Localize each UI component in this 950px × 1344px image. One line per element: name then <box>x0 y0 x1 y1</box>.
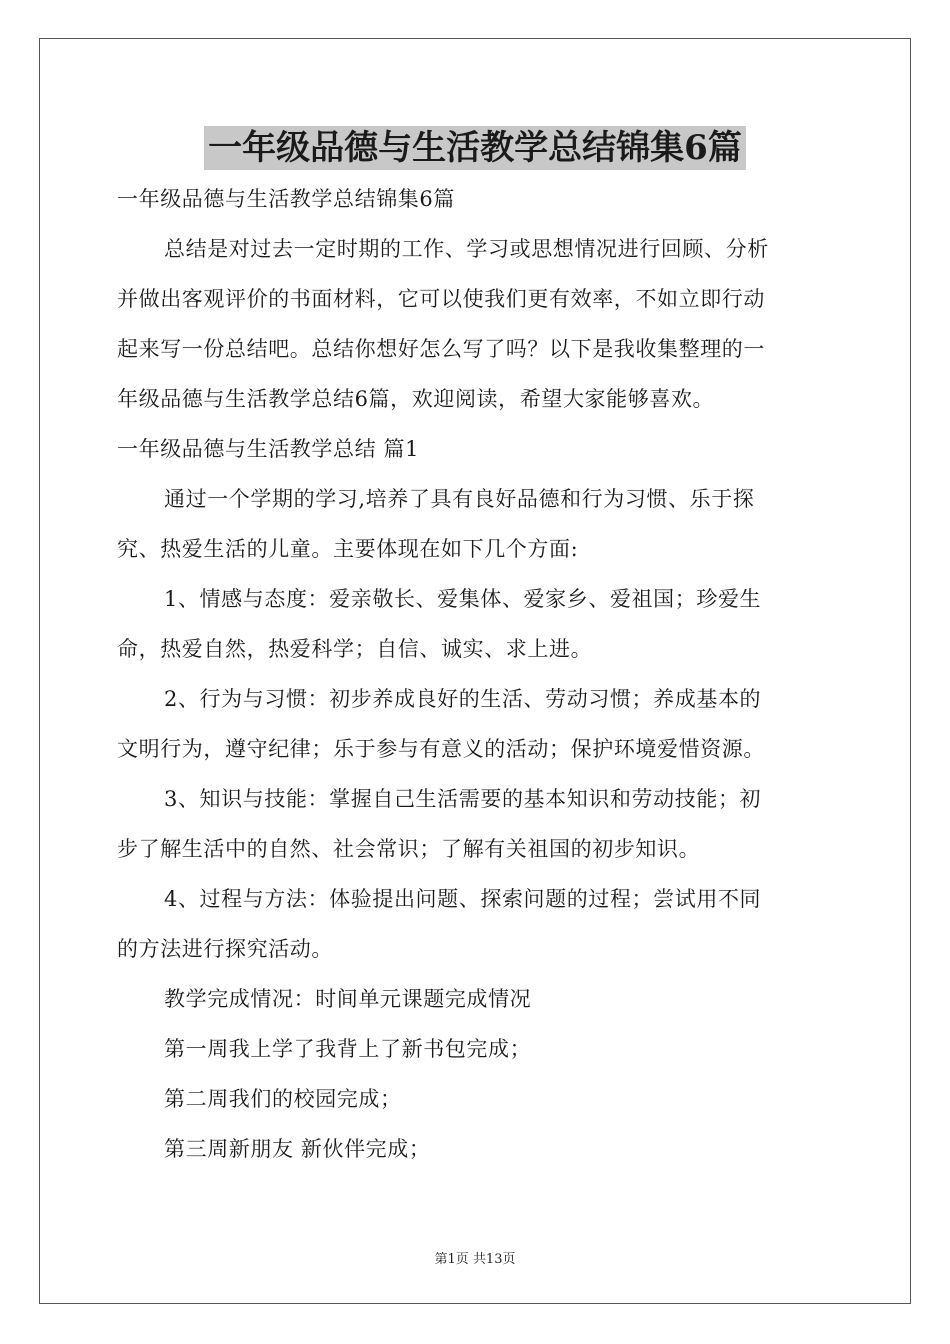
page-border <box>39 38 911 1304</box>
paragraph-line: 2、行为与习惯：初步养成良好的生活、劳动习惯；养成基本的 <box>164 687 762 711</box>
paragraph-line: 第一周我上学了我背上了新书包完成； <box>164 1037 532 1061</box>
section-heading: 一年级品德与生活教学总结 篇1 <box>117 437 420 461</box>
paragraph-line: 究、热爱生活的儿童。主要体现在如下几个方面: <box>117 537 579 561</box>
paragraph-line: 文明行为，遵守纪律；乐于参与有意义的活动；保护环境爱惜资源。 <box>117 737 765 761</box>
paragraph-line: 4、过程与方法：体验提出问题、探索问题的过程；尝试用不同 <box>164 887 762 911</box>
paragraph-line: 步了解生活中的自然、社会常识；了解有关祖国的初步知识。 <box>117 837 701 861</box>
paragraph-line: 总结是对过去一定时期的工作、学习或思想情况进行回顾、分析 <box>164 237 769 261</box>
page-footer: 第1页 共13页 <box>434 1252 516 1267</box>
paragraph-line: 并做出客观评价的书面材料，它可以使我们更有效率，不如立即行动 <box>117 287 765 311</box>
paragraph-line: 1、情感与态度：爱亲敬长、爱集体、爱家乡、爱祖国；珍爱生 <box>164 587 762 611</box>
title-wrapper <box>0 126 950 170</box>
paragraph-line: 年级品德与生活教学总结6篇，欢迎阅读，希望大家能够喜欢。 <box>117 387 715 411</box>
paragraph-line: 第二周我们的校园完成； <box>164 1087 402 1111</box>
paragraph-line: 命，热爱自然，热爱科学；自信、诚实、求上进。 <box>117 637 593 661</box>
paragraph-line: 起来写一份总结吧。总结你想好怎么写了吗？以下是我收集整理的一 <box>117 337 765 361</box>
paragraph-line: 3、知识与技能：掌握自己生活需要的基本知识和劳动技能；初 <box>164 787 762 811</box>
paragraph-line: 第三周新朋友 新伙伴完成； <box>164 1137 431 1161</box>
paragraph-line: 的方法进行探究活动。 <box>117 937 333 961</box>
document-title: 一年级品德与生活教学总结锦集6篇 <box>204 126 746 170</box>
paragraph-line: 教学完成情况：时间单元课题完成情况 <box>164 987 532 1011</box>
subtitle-line: 一年级品德与生活教学总结锦集6篇 <box>117 187 455 211</box>
paragraph-line: 通过一个学期的学习,培养了具有良好品德和行为习惯、乐于探 <box>164 487 755 511</box>
